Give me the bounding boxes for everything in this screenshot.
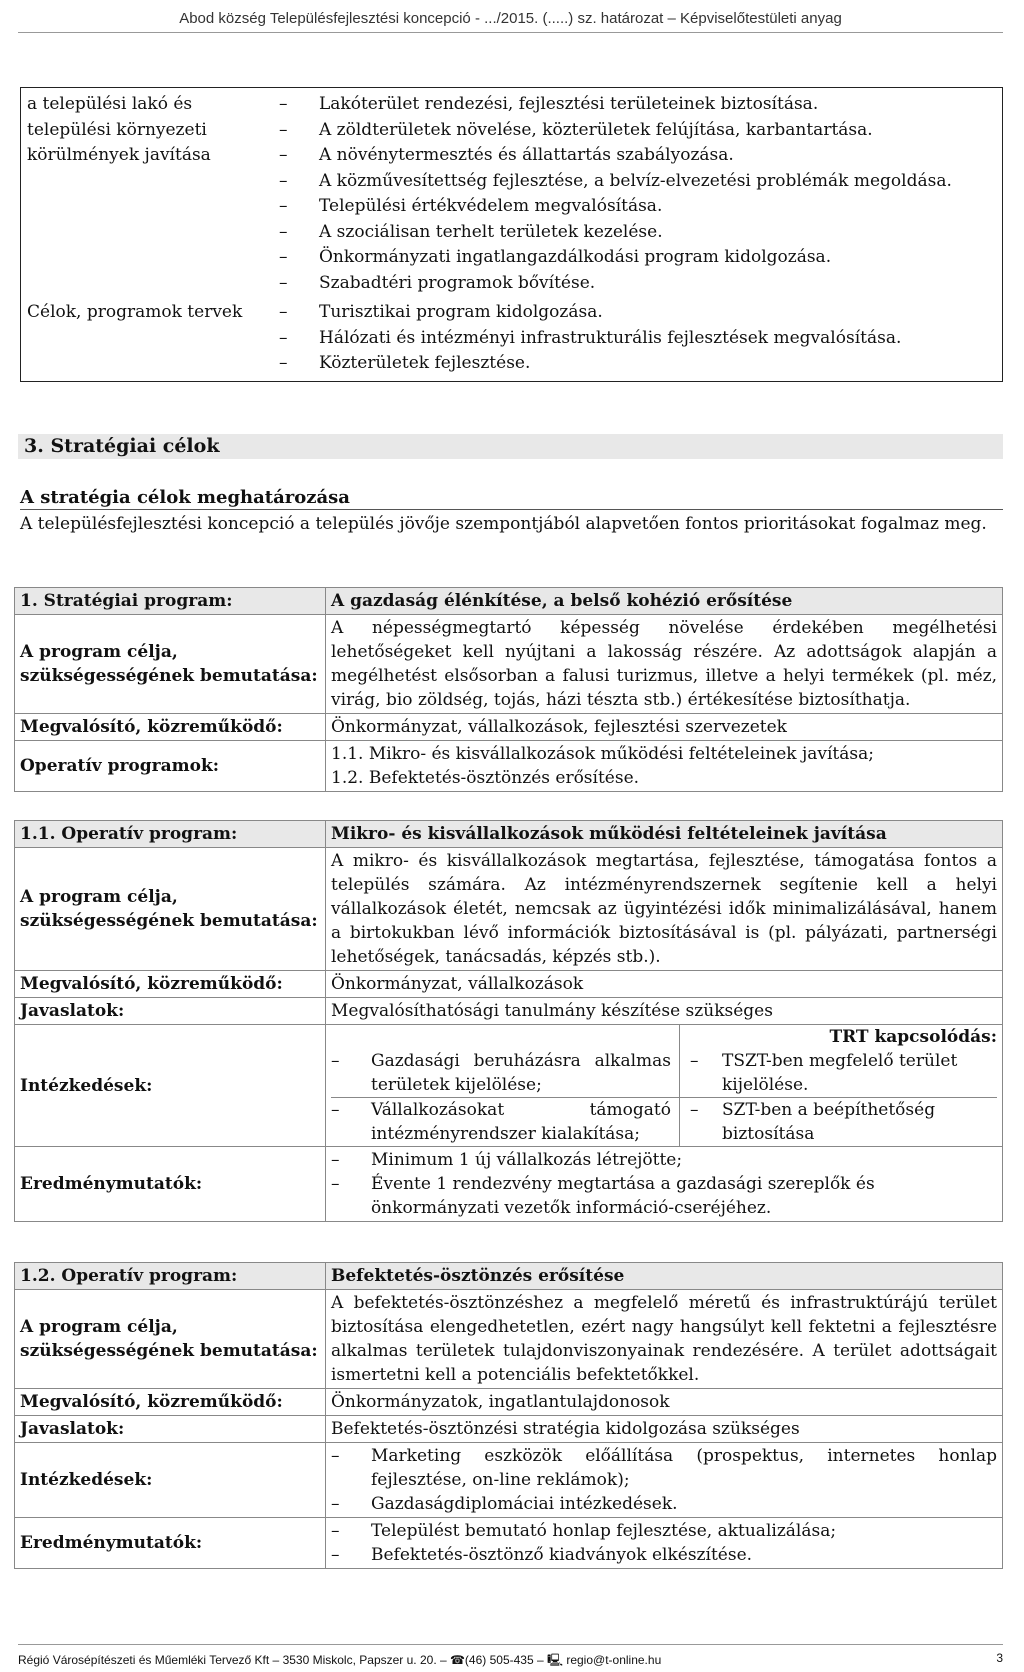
top-table (20, 87, 1003, 382)
sugg-text: Befektetés-ösztönzési stratégia kidolgozása szükséges (326, 1416, 1003, 1443)
program-title: Befektetés-ösztönzés erősítése (326, 1263, 1003, 1290)
program-label: 1. Stratégiai program: (15, 588, 326, 615)
program-table-1-2 (14, 1262, 1003, 1569)
list-item: – Lakóterület rendezési, fejlesztési területeinek biztosítása. (279, 92, 996, 118)
meas-label: Intézkedések: (15, 1025, 326, 1147)
list-item: – Közterületek fejlesztése. (279, 351, 996, 377)
program-label: 1.1. Operatív program: (15, 821, 326, 848)
list-item: – Települési értékvédelem megvalósítása. (279, 194, 996, 220)
impl-label: Megvalósító, közreműködő: (15, 1389, 326, 1416)
bullet-list (279, 92, 996, 296)
goal-label: A program célja, szükségességének bemutatása: (15, 1290, 326, 1389)
list-item: – Szabadtéri programok bővítése. (279, 271, 996, 297)
row-label: a települési lakó és települési környezeti körülmények javítása (27, 94, 211, 165)
sugg-label: Javaslatok: (15, 998, 326, 1025)
program-table-1-1 (14, 820, 1003, 1222)
results-label: Eredménymutatók: (15, 1518, 326, 1569)
measures-grid (331, 1025, 997, 1146)
program-title: Mikro- és kisvállalkozások működési feltételeinek javítása (326, 821, 1003, 848)
impl-text: Önkormányzatok, ingatlantulajdonosok (326, 1389, 1003, 1416)
impl-text: Önkormányzat, vállalkozások (326, 971, 1003, 998)
ops-list (326, 741, 1003, 792)
measure-item: – Vállalkozásokat támogató intézményrendszer kialakítása; (331, 1098, 671, 1146)
result-item: – Települést bemutató honlap fejlesztése, aktualizálása; (331, 1519, 997, 1543)
ops-label: Operatív programok: (15, 741, 326, 792)
list-item: – Turisztikai program kidolgozása. (279, 300, 996, 326)
list-item: – Hálózati és intézményi infrastrukturális fejlesztések megvalósítása. (279, 326, 996, 352)
page-header: Abod község Településfejlesztési koncepció - .../2015. (.....) sz. határozat – Képviselőtestületi anyag (18, 10, 1003, 33)
ops-item: 1.2. Befektetés-ösztönzés erősítése. (331, 768, 640, 788)
sugg-text: Megvalósíthatósági tanulmány készítése szükséges (326, 998, 1003, 1025)
results-label: Eredménymutatók: (15, 1147, 326, 1222)
impl-label: Megvalósító, közreműködő: (15, 971, 326, 998)
footer-text: Régió Városépítészeti és Műemléki Tervező Kft – 3530 Miskolc, Papszer u. 20. – ☎(46) 505-435 – 🖳 regio@t-online.hu (18, 1653, 662, 1667)
meas-label: Intézkedések: (15, 1443, 326, 1518)
impl-label: Megvalósító, közreműködő: (15, 714, 326, 741)
measure-item: – Marketing eszközök előállítása (prospektus, internetes honlap fejlesztése, on-line reklámok); (331, 1444, 997, 1492)
page-number: 3 (996, 1651, 1003, 1665)
ops-item: 1.1. Mikro- és kisvállalkozások működési feltételeinek javítása; (331, 744, 874, 764)
trt-heading: TRT kapcsolódás: (829, 1027, 997, 1047)
program-title: A gazdaság élénkítése, a belső kohézió erősítése (326, 588, 1003, 615)
result-item: – Minimum 1 új vállalkozás létrejötte; (331, 1148, 997, 1172)
goal-label: A program célja, szükségességének bemutatása: (15, 615, 326, 714)
sugg-label: Javaslatok: (15, 1416, 326, 1443)
program-label: 1.2. Operatív program: (15, 1263, 326, 1290)
list-item: – A közművesítettség fejlesztése, a belvíz-elvezetési problémák megoldása. (279, 169, 996, 195)
trt-item: – SZT-ben a beépíthetőség biztosítása (690, 1098, 997, 1146)
row-label: Célok, programok tervek (27, 302, 243, 322)
program-table-1 (14, 587, 1003, 792)
intro-paragraph: A településfejlesztési koncepció a település jövője szempontjából alapvetően fontos prioritásokat fogalmaz meg. (20, 514, 987, 534)
measure-item: – Gazdasági beruházásra alkalmas területek kijelölése; (331, 1049, 671, 1097)
list-item: – Önkormányzati ingatlangazdálkodási program kidolgozása. (279, 245, 996, 271)
list-item: – A szociálisan terhelt területek kezelése. (279, 220, 996, 246)
measure-item: – Gazdaságdiplomáciai intézkedések. (331, 1492, 997, 1516)
result-item: – Befektetés-ösztönző kiadványok elkészítése. (331, 1543, 997, 1567)
goal-text: A befektetés-ösztönzéshez a megfelelő méretű és infrastruktúrájú terület biztosítása elengedhetetlen, ezért nagy hangsúlyt kell fektetni a fejlesztésre alkalmas területek tulajdonviszonyainak rendezésére. A terület adottságait ismertetni kell a potenciális befektetőkkel. (326, 1290, 1003, 1389)
section-heading: 3. Stratégiai célok (18, 434, 1003, 459)
page-footer (18, 1644, 1003, 1672)
goal-text: A mikro- és kisvállalkozások megtartása, fejlesztése, támogatása fontos a település számára. Az intézményrendszernek segítenie kell a helyi vállalkozások életét, nemcsak az ügyintézési idők minimalizálásával, hanem a birtokukban lévő információk biztosításával is (pl. pályázati, partnerségi lehetőségek, tanácsadás, képzés stb.). (326, 848, 1003, 971)
trt-item: – TSZT-ben megfelelő terület kijelölése. (690, 1049, 997, 1097)
goal-label: A program célja, szükségességének bemutatása: (15, 848, 326, 971)
bullet-list (279, 300, 996, 377)
goal-text: A népességmegtartó képesség növelése érdekében megélhetési lehetőségeket kell nyújtani a lakosság részére. Az adottságok alapján a megélhetést elsősorban a falusi turizmus, illetve a helyi termékek (pl. méz, virág, bio zöldség, tojás, házi tészta stb.) értékesítése biztosíthatja. (326, 615, 1003, 714)
list-item: – A növénytermesztés és állattartás szabályozása. (279, 143, 996, 169)
subheading: A stratégia célok meghatározása (20, 487, 1003, 510)
result-item: – Évente 1 rendezvény megtartása a gazdasági szereplők és önkormányzati vezetők információ-cseréjéhez. (331, 1172, 997, 1220)
list-item: – A zöldterületek növelése, közterületek felújítása, karbantartása. (279, 118, 996, 144)
impl-text: Önkormányzat, vállalkozások, fejlesztési szervezetek (326, 714, 1003, 741)
